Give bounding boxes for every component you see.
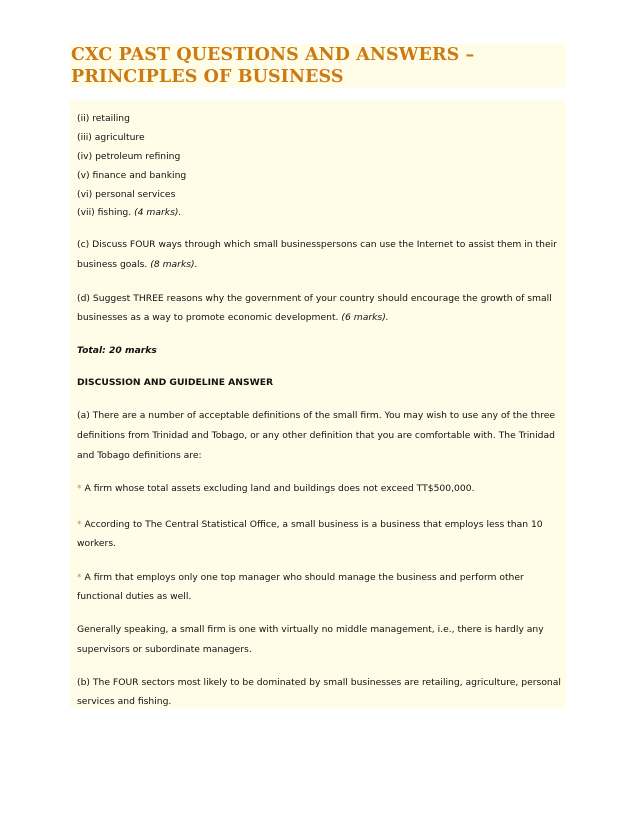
discussion-heading: DISCUSSION AND GUIDELINE ANSWER <box>77 377 274 388</box>
bullet-3-line-2: functional duties as well. <box>77 591 192 602</box>
answer-a-line-2: definitions from Trinidad and Tobago, or any other definition that you are comfortable with. The Trinidad <box>77 430 555 441</box>
general-line-1: Generally speaking, a small firm is one with virtually no middle management, i.e., there is hardly any <box>77 624 544 635</box>
answer-b-line-1: (b) The FOUR sectors most likely to be dominated by small businesses are retailing, agriculture, personal <box>77 677 561 688</box>
bullet-3-line-1 <box>77 568 562 588</box>
list-item: (v) finance and banking <box>77 170 187 181</box>
bullet-1 <box>77 479 562 499</box>
item-vii-marks: (4 marks). <box>134 207 182 218</box>
question-c-line-2 <box>77 255 562 275</box>
answer-a-line-3: and Tobago definitions are: <box>77 450 202 461</box>
question-d-marks: (6 marks). <box>341 312 389 323</box>
question-c-line-1: (c) Discuss FOUR ways through which small businesspersons can use the Internet to assist them in their <box>77 239 557 250</box>
bullet-star-icon: * <box>77 519 82 530</box>
list-item: (iii) agriculture <box>77 132 145 143</box>
bullet-1-text: A firm whose total assets excluding land and buildings does not exceed TT$500,000. <box>84 483 475 494</box>
question-d-line-1: (d) Suggest THREE reasons why the government of your country should encourage the growth of small <box>77 293 552 304</box>
question-d-line-2 <box>77 308 562 328</box>
bullet-star-icon: * <box>77 572 82 583</box>
list-item-vii <box>77 203 562 223</box>
bullet-star-icon: * <box>77 483 82 494</box>
general-line-2: supervisors or subordinate managers. <box>77 644 252 655</box>
title-line-2: PRINCIPLES OF BUSINESS <box>71 67 344 87</box>
list-item: (iv) petroleum refining <box>77 151 181 162</box>
question-c-text: business goals. <box>77 259 148 270</box>
bullet-2-line-1 <box>77 515 562 535</box>
question-d-text: businesses as a way to promote economic development. <box>77 312 339 323</box>
answer-a-line-1: (a) There are a number of acceptable definitions of the small firm. You may wish to use any of the three <box>77 410 556 421</box>
answer-b-line-2: services and fishing. <box>77 696 172 707</box>
bullet-2-text: According to The Central Statistical Office, a small business is a business that employs less than 10 <box>84 519 543 530</box>
question-c-marks: (8 marks). <box>150 259 198 270</box>
page-title <box>71 44 565 88</box>
list-item: (ii) retailing <box>77 113 130 124</box>
list-item: (vi) personal services <box>77 189 176 200</box>
title-line-1: CXC PAST QUESTIONS AND ANSWERS – <box>71 45 475 65</box>
item-vii-text: (vii) fishing. <box>77 207 132 218</box>
bullet-3-text: A firm that employs only one top manager who should manage the business and perform other <box>84 572 524 583</box>
total-marks: Total: 20 marks <box>77 345 157 356</box>
bullet-2-line-2: workers. <box>77 538 117 549</box>
